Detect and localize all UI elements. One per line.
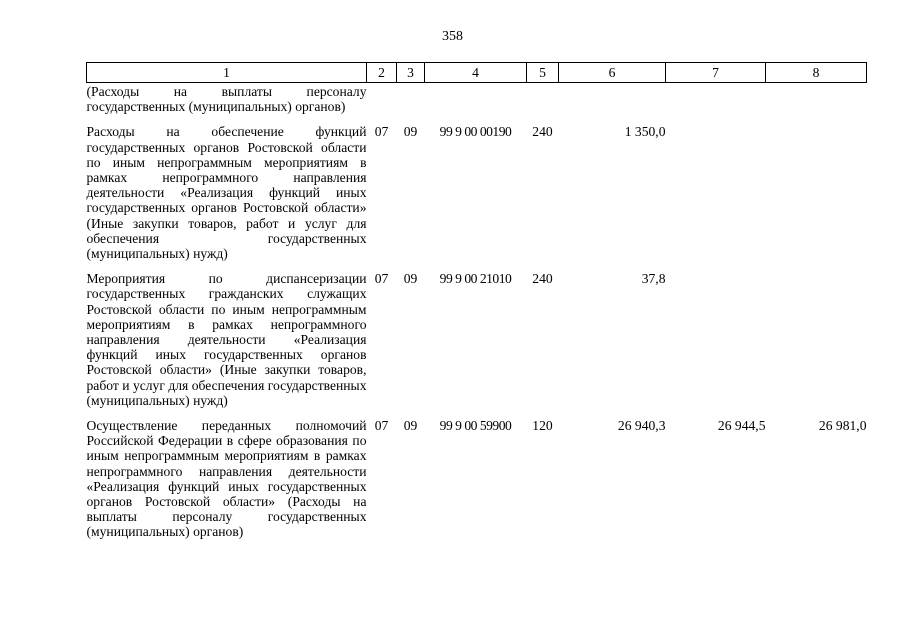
table-row	[87, 271, 867, 408]
amount-col7	[666, 271, 766, 408]
row-description: Расходы на обеспечение функций государственных органов Ростовской области по иным непрограммным мероприятиям в рамках непрограммного направления деятельности «Реализация функций иных государственных органов Ростовской области» (Иные закупки товаров, работ и услуг для обеспечения государственных (муниципальных) нужд)	[86, 124, 367, 262]
amount-col7	[666, 124, 766, 261]
subsection-code	[397, 83, 425, 115]
expense-type-code: 120	[532, 418, 553, 434]
table-row	[87, 83, 867, 115]
column-header: 6	[559, 63, 666, 83]
amount-col6: 26 940,3	[617, 418, 666, 434]
column-header: 7	[666, 63, 766, 83]
target-article-code: 99 9 00 21010	[439, 271, 512, 287]
amount-col7: 26 944,5	[717, 418, 766, 434]
column-header: 8	[766, 63, 867, 83]
amount-col6: 1 350,0	[624, 124, 666, 140]
amount-col6: 37,8	[641, 271, 666, 287]
amount-col8	[766, 124, 867, 261]
page-number: 358	[442, 29, 463, 44]
expense-type-code: 240	[532, 271, 553, 287]
section-code: 07	[374, 418, 389, 434]
subsection-code: 09	[403, 124, 418, 140]
row-description: Осуществление переданных полномочий Российской Федерации в сфере образования по иным непрограммным мероприятиям в рамках непрограммного направления деятельности «Реализация функций иных государственных органов Ростовской области» (Расходы на выплаты персоналу государственных (муниципальных) органов)	[86, 418, 367, 540]
row-description: (Расходы на выплаты персоналу государственных (муниципальных) органов)	[86, 84, 367, 115]
amount-col6	[559, 83, 666, 115]
column-header: 3	[397, 63, 425, 83]
column-header: 1	[87, 63, 367, 83]
target-article-code: 99 9 00 59900	[439, 418, 512, 434]
section-code: 07	[374, 124, 389, 140]
target-article-code	[425, 83, 527, 115]
column-header: 4	[425, 63, 527, 83]
table-row	[87, 124, 867, 261]
subsection-code: 09	[403, 418, 418, 434]
table-row	[87, 418, 867, 540]
expense-type-code: 240	[532, 124, 553, 140]
row-description: Мероприятия по диспансеризации государственных гражданских служащих Ростовской области по иным непрограммным мероприятиям в рамках непрограммного направления деятельности «Реализация функций иных государственных органов Ростовской области» (Иные закупки товаров, работ и услуг для обеспечения государственных (муниципальных) нужд)	[86, 271, 367, 408]
section-code	[367, 83, 397, 115]
amount-col8	[766, 83, 867, 115]
subsection-code: 09	[403, 271, 418, 287]
expense-type-code	[527, 83, 559, 115]
amount-col8: 26 981,0	[818, 418, 867, 434]
column-header: 2	[367, 63, 397, 83]
row-spacer	[87, 261, 867, 271]
row-spacer	[87, 114, 867, 124]
amount-col8	[766, 271, 867, 408]
budget-table	[86, 62, 867, 540]
table-header-row	[87, 63, 867, 83]
row-spacer	[87, 408, 867, 418]
section-code: 07	[374, 271, 389, 287]
amount-col7	[666, 83, 766, 115]
column-header: 5	[527, 63, 559, 83]
target-article-code: 99 9 00 00190	[439, 124, 512, 140]
